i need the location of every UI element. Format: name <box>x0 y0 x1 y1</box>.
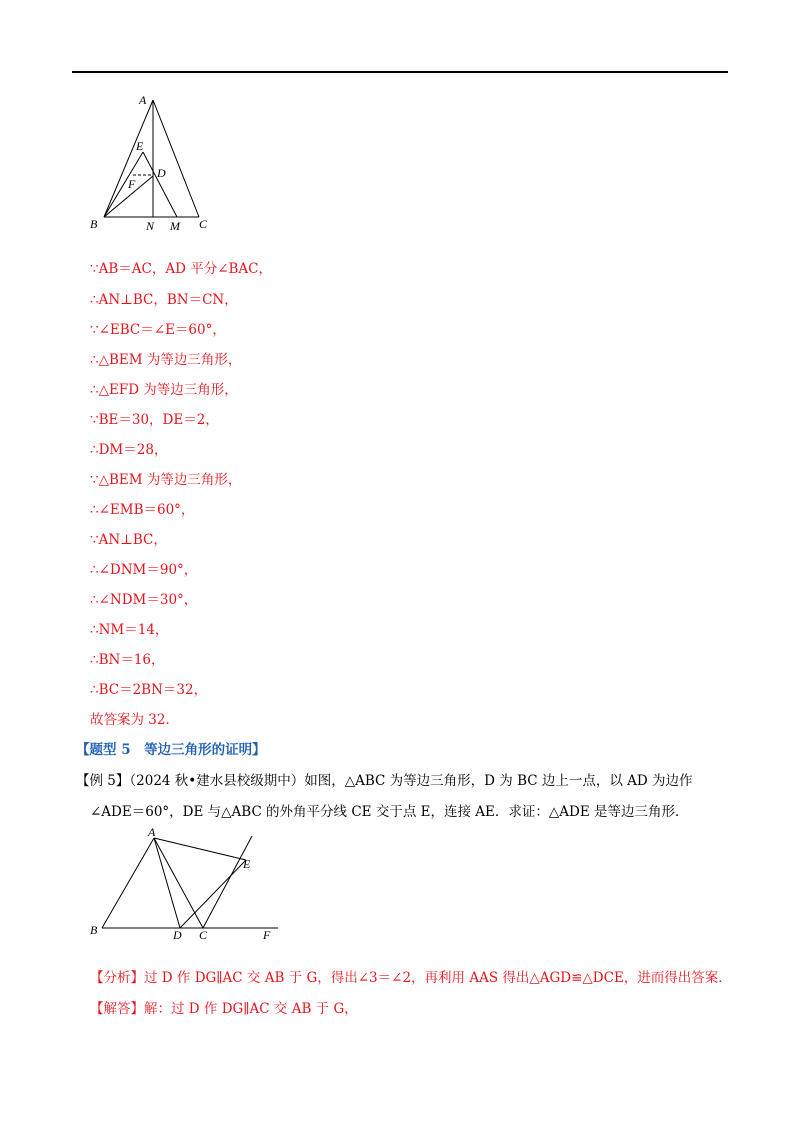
solution-line: ∴NM＝14， <box>90 622 169 638</box>
solution-line: ∴△EFD 为等边三角形， <box>90 382 238 398</box>
label-D2: D <box>173 928 182 942</box>
label-B2: B <box>90 923 98 937</box>
label-B: B <box>90 217 98 231</box>
solution-line: ∵AN⊥BC， <box>90 532 167 548</box>
example-line-1 <box>76 769 693 789</box>
triangle-figure-1 <box>86 90 226 235</box>
label-C2: C <box>199 928 208 942</box>
solution-line: ∵AB＝AC，AD 平分∠BAC， <box>90 261 273 277</box>
label-M: M <box>170 219 180 233</box>
solution-line: ∴BN＝16， <box>90 652 165 668</box>
label-A2: A <box>148 825 156 839</box>
label-D: D <box>157 166 166 180</box>
label-N: N <box>146 219 155 233</box>
label-A: A <box>139 93 147 107</box>
label-E2: E <box>243 857 251 871</box>
header-rule <box>72 71 728 73</box>
solution-start-line: 【解答】解：过 D 作 DG∥AC 交 AB 于 G， <box>90 1001 358 1017</box>
answer-line: 故答案为 32． <box>90 712 179 728</box>
solution-line: ∴AN⊥BC，BN＝CN， <box>90 292 238 308</box>
solution-line: ∴∠EMB＝60°， <box>90 502 195 518</box>
example-tag: 【例 5】 <box>76 773 130 789</box>
label-F: F <box>128 177 136 191</box>
solution-line: ∴BC＝2BN＝32， <box>90 682 208 698</box>
label-F2: F <box>263 928 271 942</box>
label-C: C <box>199 217 208 231</box>
example-line-2: ∠ADE＝60°，DE 与△ABC 的外角平分线 CE 交于点 E，连接 AE．求证：△ADE 是等边三角形． <box>90 804 689 820</box>
analysis-line: 【分析】过 D 作 DG∥AC 交 AB 于 G，得出∠3＝∠2，再利用 AAS 得出△AGD≌△DCE，进而得出答案． <box>90 970 732 986</box>
solution-line: ∴△BEM 为等边三角形， <box>90 352 242 368</box>
solution-line: ∵△BEM 为等边三角形， <box>90 472 242 488</box>
triangle-figure-2 <box>86 822 286 942</box>
solution-line: ∴∠DNM＝90°， <box>90 562 198 578</box>
section-heading: 【题型 5 等边三角形的证明】 <box>76 742 266 758</box>
example-text-1: （2024 秋•建水县校级期中）如图，△ABC 为等边三角形，D 为 BC 边上一点，以 AD 为边作 <box>129 773 693 789</box>
label-E: E <box>136 139 144 153</box>
solution-line: ∴∠NDM＝30°， <box>90 592 198 608</box>
solution-line: ∴DM＝28， <box>90 442 168 458</box>
solution-line: ∵BE＝30，DE＝2， <box>90 412 219 428</box>
solution-line: ∵∠EBC＝∠E＝60°， <box>90 322 226 338</box>
